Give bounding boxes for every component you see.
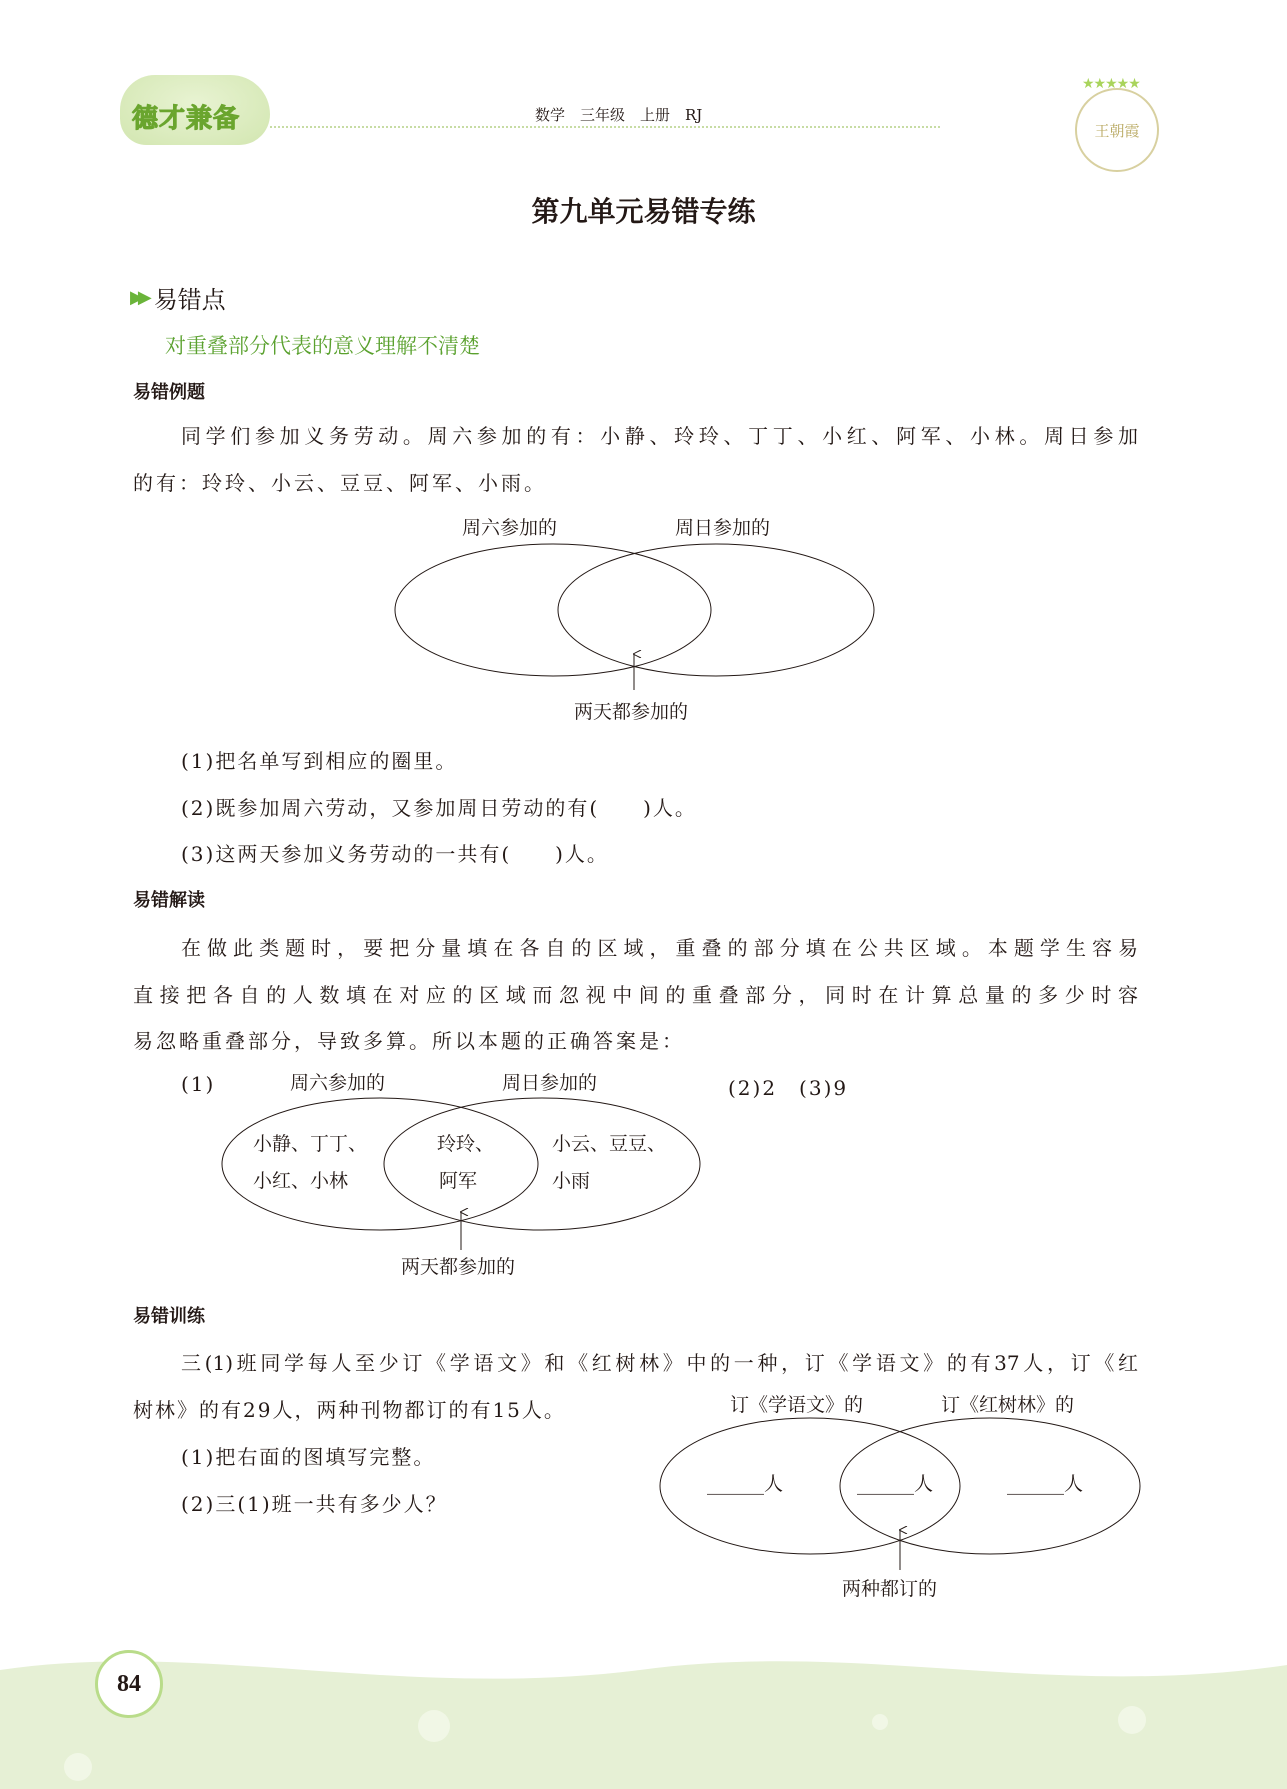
practice-question-2: (2)三(1)班一共有多少人？ xyxy=(181,1492,448,1516)
middle-names: 玲玲、 xyxy=(437,1133,495,1155)
venn-overlap-label: 两天都参加的 xyxy=(401,1256,516,1278)
answer-prefix: (1) xyxy=(181,1072,216,1096)
venn-left-circle xyxy=(222,1098,538,1230)
analysis-line-2: 直接把各自的人数填在对应的区域而忽视中间的重叠部分，同时在计算总量的多少时容 xyxy=(133,983,1138,1007)
venn-right-circle xyxy=(384,1098,700,1230)
left-names: 小红、小林 xyxy=(253,1170,349,1192)
practice-heading: 易错训练 xyxy=(133,1306,205,1327)
analysis-heading: 易错解读 xyxy=(133,890,205,911)
left-names: 小静、丁丁、 xyxy=(253,1133,368,1155)
practice-line-1: 三(1)班同学每人至少订《学语文》和《红树林》中的一种，订《学语文》的有37人，订《红 xyxy=(181,1351,1138,1375)
example-question-3: (3)这两天参加义务劳动的一共有( )人。 xyxy=(181,842,609,866)
venn-left-label: 订《学语文》的 xyxy=(730,1394,864,1416)
venn-right-circle xyxy=(558,544,874,676)
venn-right-label: 周日参加的 xyxy=(502,1072,598,1094)
footer-wave xyxy=(0,1640,1287,1789)
practice-question-1: (1)把右面的图填写完整。 xyxy=(181,1445,436,1469)
answer-rest: (2)2 (3)9 xyxy=(728,1076,849,1100)
right-blank[interactable]: ______人 xyxy=(1007,1473,1084,1495)
right-names: 小雨 xyxy=(552,1170,591,1192)
section-label: 易错点 xyxy=(153,286,226,314)
venn-practice xyxy=(660,1394,1140,1600)
left-blank[interactable]: ______人 xyxy=(707,1473,784,1495)
example-question-2: (2)既参加周六劳动，又参加周日劳动的有( )人。 xyxy=(181,796,697,820)
analysis-line-3: 易忽略重叠部分，导致多算。所以本题的正确答案是： xyxy=(133,1029,685,1053)
middle-blank[interactable]: ______人 xyxy=(857,1473,934,1495)
example-question-1: (1)把名单写到相应的圈里。 xyxy=(181,749,458,773)
seal-text: 王朝霞 xyxy=(1094,121,1140,140)
right-names: 小云、豆豆、 xyxy=(552,1133,667,1155)
venn-example xyxy=(395,517,874,723)
section-subtitle: 对重叠部分代表的意义理解不清楚 xyxy=(165,334,480,358)
example-line-1: 同学们参加义务劳动。周六参加的有：小静、玲玲、丁丁、小红、阿军、小林。周日参加 xyxy=(181,424,1138,448)
venn-left-label: 周六参加的 xyxy=(290,1072,386,1094)
venn-left-circle xyxy=(395,544,711,676)
venn-overlap-label: 两种都订的 xyxy=(842,1578,938,1600)
brand-logo: 德才兼备 xyxy=(132,104,241,134)
analysis-line-1: 在做此类题时，要把分量填在各自的区域，重叠的部分填在公共区域。本题学生容易 xyxy=(181,936,1138,960)
page-number: 84 xyxy=(95,1650,163,1718)
page-title: 第九单元易错专练 xyxy=(531,195,756,228)
stars-icon: ★★★★★ xyxy=(1082,76,1140,92)
venn-right-label: 周日参加的 xyxy=(675,517,771,539)
double-arrow-icon: ▶▶ xyxy=(130,287,146,308)
venn-answer xyxy=(222,1072,700,1278)
practice-line-2: 树林》的有29人，两种刊物都订的有15人。 xyxy=(133,1398,566,1422)
venn-right-label: 订《红树林》的 xyxy=(941,1394,1075,1416)
middle-names: 阿军 xyxy=(439,1170,478,1192)
venn-left-label: 周六参加的 xyxy=(462,517,558,539)
venn-overlap-label: 两天都参加的 xyxy=(574,701,689,723)
example-line-2: 的有：玲玲、小云、豆豆、阿军、小雨。 xyxy=(133,471,547,495)
example-heading: 易错例题 xyxy=(133,382,205,403)
header-subject: 数学 三年级 上册 RJ xyxy=(535,106,703,124)
